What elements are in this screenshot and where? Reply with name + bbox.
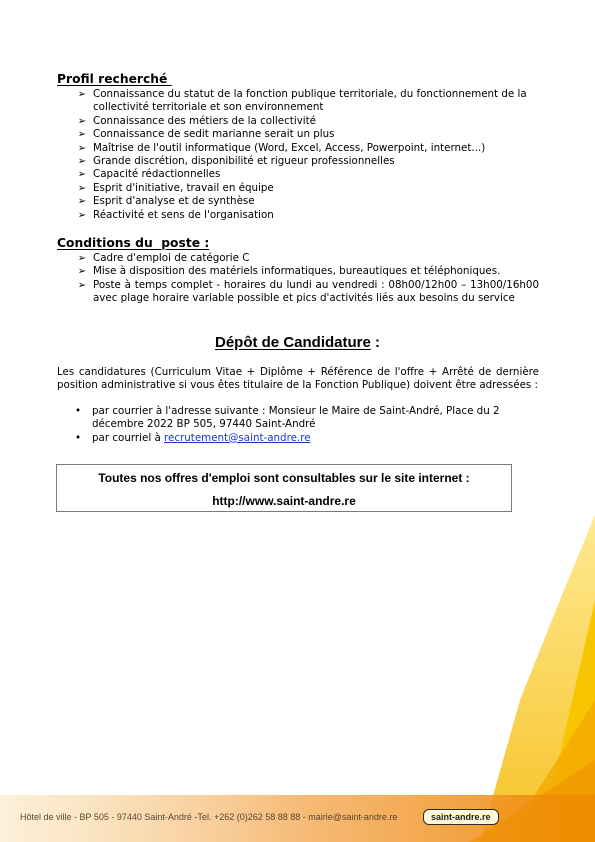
list-item <box>75 88 539 115</box>
arrow-bullet-icon: ➢ <box>77 115 87 127</box>
arrow-bullet-icon: ➢ <box>77 196 87 208</box>
arrow-bullet-icon: ➢ <box>77 209 87 221</box>
list-item-text: Esprit d'analyse et de synthèse <box>93 195 255 208</box>
arrow-bullet-icon: ➢ <box>77 142 87 154</box>
arrow-bullet-icon: ➢ <box>77 169 87 181</box>
list-item-text: Cadre d'emploi de catégorie C <box>93 252 250 264</box>
dot-bullet-icon: • <box>75 405 82 417</box>
list-item <box>73 405 539 432</box>
list-item <box>75 252 539 265</box>
list-item <box>75 168 539 181</box>
list-item-text: Esprit d'initiative, travail en équipe <box>93 181 274 194</box>
arrow-bullet-icon: ➢ <box>77 89 87 100</box>
list-item-text: Capacité rédactionnelles <box>93 168 221 181</box>
list-item <box>75 209 539 222</box>
candidature-paragraph: Les candidatures (Curriculum Vitae + Diplôme + Référence de l'offre + Arrêté de dernière position administrative si vous êtes titulaire de la Fonction Publique) doivent être adressées : <box>57 366 539 392</box>
arrow-bullet-icon: ➢ <box>77 129 87 141</box>
list-item <box>75 279 539 306</box>
list-item <box>75 115 539 128</box>
list-item <box>73 432 539 445</box>
list-item <box>75 155 539 168</box>
depot-title-suffix: : <box>370 334 381 351</box>
website-info-box <box>56 464 512 512</box>
dot-bullet-icon: • <box>75 431 82 444</box>
conditions-list <box>75 252 539 306</box>
courrier-text: par courrier à l'adresse suivante : Monsieur le Maire de Saint-André, Place du 2 décembre 2022 BP 505, 97440 Saint-André <box>92 405 500 431</box>
depot-title-text: Dépôt de Candidature <box>214 334 371 351</box>
arrow-bullet-icon: ➢ <box>77 156 87 168</box>
depot-section-title <box>0 334 595 351</box>
list-item-text: Connaissance du statut de la fonction publique territoriale, du fonctionnement de la collectivité territoriale et son environnement <box>93 88 527 114</box>
website-url[interactable]: http://www.saint-andre.re <box>212 494 356 508</box>
list-item <box>75 182 539 195</box>
list-item <box>75 128 539 141</box>
conditions-section-title: Conditions du poste : <box>57 236 210 250</box>
list-item-text: Mise à disposition des matériels informatiques, bureautiques et téléphoniques. <box>93 265 501 278</box>
list-item-text: Connaissance des métiers de la collectivité <box>93 114 317 127</box>
email-link[interactable]: recrutement@saint-andre.re <box>164 431 311 444</box>
list-item <box>75 142 539 155</box>
footer-site-badge[interactable]: saint-andre.re <box>423 809 499 825</box>
footer-address: Hôtel de ville - BP 505 - 97440 Saint-André -Tel. +262 (0)262 58 88 88 - mairie@saint-andre.re <box>20 812 398 822</box>
website-info-text: Toutes nos offres d'emploi sont consultables sur le site internet : <box>98 471 470 485</box>
list-item <box>75 195 539 208</box>
arrow-bullet-icon: ➢ <box>77 182 87 194</box>
profil-list <box>75 88 539 222</box>
address-list <box>73 405 539 445</box>
list-item-text: Connaissance de sedit marianne serait un plus <box>93 128 335 141</box>
arrow-bullet-icon: ➢ <box>77 279 87 291</box>
arrow-bullet-icon: ➢ <box>77 253 87 264</box>
arrow-bullet-icon: ➢ <box>77 266 87 278</box>
list-item-text: Maîtrise de l'outil informatique (Word, Excel, Access, Powerpoint, internet...) <box>93 141 486 154</box>
courriel-prefix: par courriel à <box>92 431 165 444</box>
list-item-text: Réactivité et sens de l'organisation <box>93 208 274 221</box>
list-item-text: Poste à temps complet - horaires du lundi au vendredi : 08h00/12h00 – 13h00/16h00 avec plage horaire variable possible et pics d'activités liés aux besoins du service <box>93 278 539 305</box>
profil-section-title: Profil recherché <box>57 72 172 86</box>
list-item-text: Grande discrétion, disponibilité et rigueur professionnelles <box>93 155 395 168</box>
list-item <box>75 265 539 278</box>
